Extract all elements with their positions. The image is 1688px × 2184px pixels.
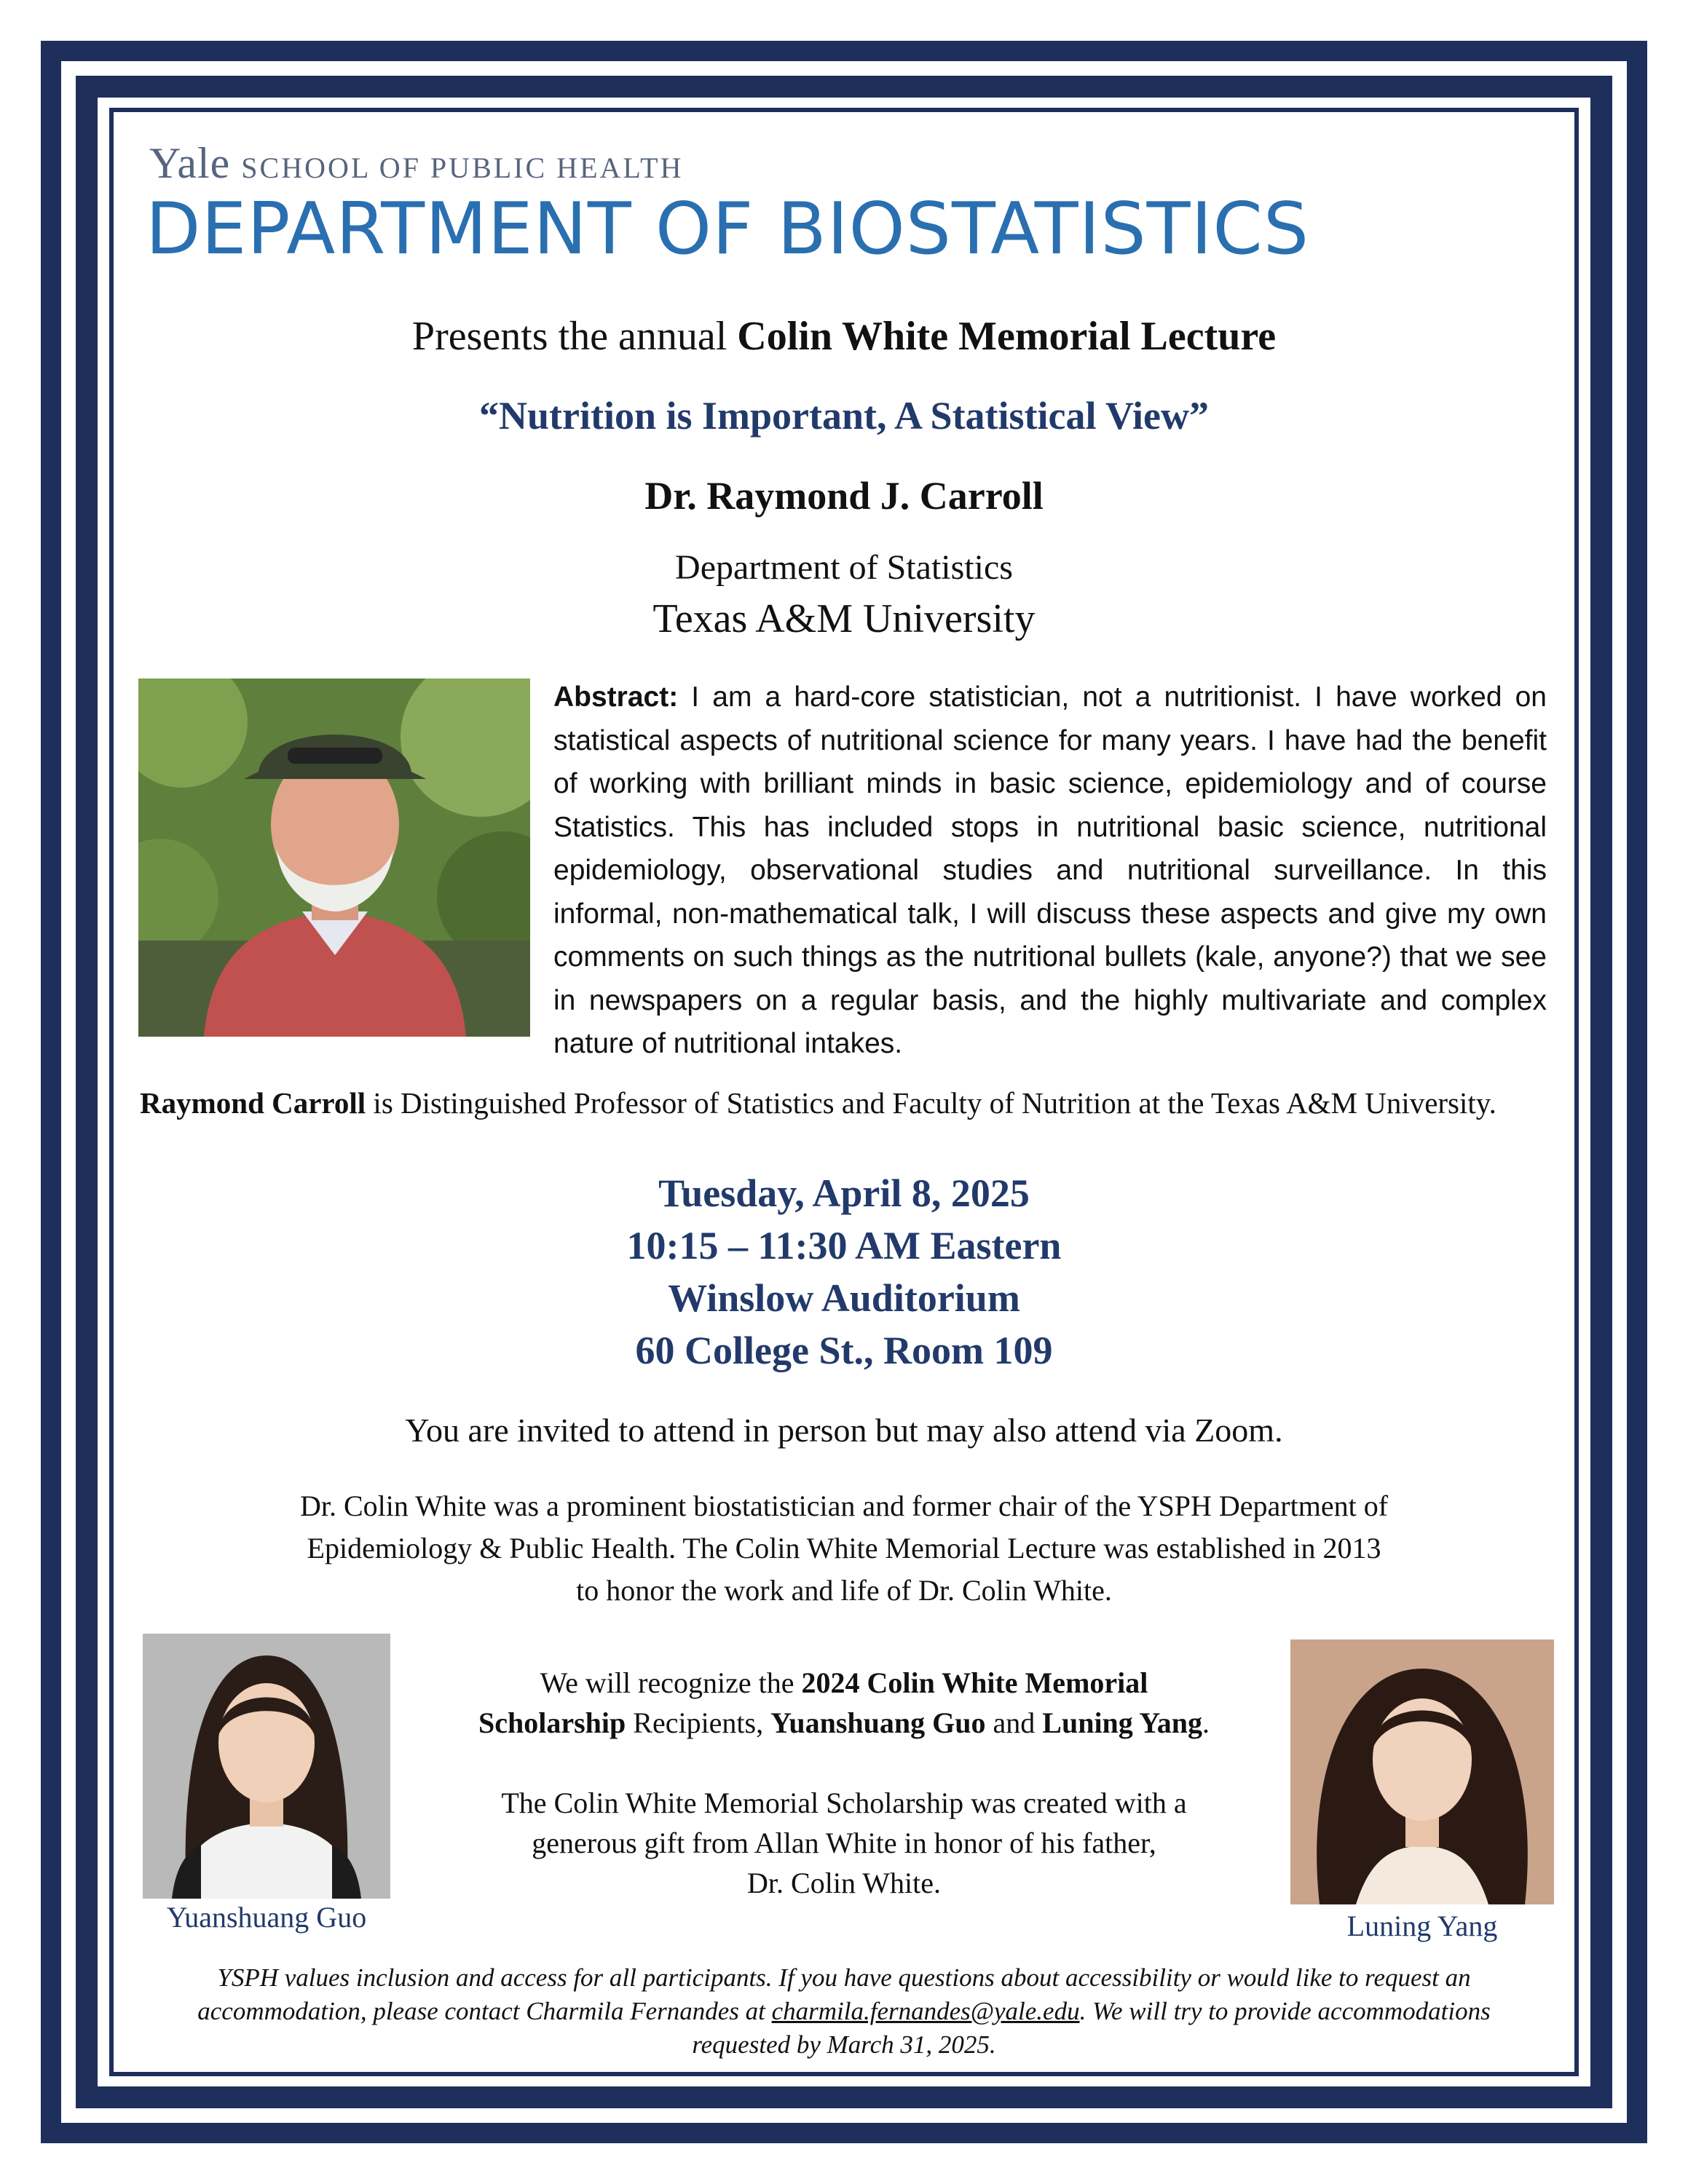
presents-prefix: Presents the annual bbox=[411, 314, 738, 359]
scholarship-word: Scholarship bbox=[478, 1706, 626, 1739]
recipient-name-guo: Yuanshuang Guo bbox=[770, 1706, 986, 1739]
bio-text: is Distinguished Professor of Statistics and Faculty of Nutrition at the Texas A&M University. bbox=[366, 1086, 1496, 1120]
contact-email-link[interactable]: charmila.fernandes@yale.edu bbox=[771, 1997, 1080, 2025]
and-word: and bbox=[985, 1706, 1043, 1739]
speaker-bio bbox=[140, 1085, 1545, 1121]
yale-school-logo bbox=[149, 138, 683, 189]
recipient-photo-yang bbox=[1290, 1639, 1554, 1904]
abstract-label: Abstract: bbox=[553, 681, 679, 713]
recipient-photo-guo bbox=[143, 1634, 390, 1899]
yale-wordmark: Yale bbox=[149, 139, 231, 187]
invitation-line: You are invited to attend in person but may also attend via Zoom. bbox=[405, 1412, 1283, 1449]
event-venue: Winslow Auditorium bbox=[668, 1276, 1020, 1320]
presents-line bbox=[146, 313, 1542, 360]
bio-name: Raymond Carroll bbox=[140, 1086, 366, 1120]
recipient-caption-yang: Luning Yang bbox=[1346, 1910, 1498, 1942]
department-title: DEPARTMENT OF BIOSTATISTICS bbox=[146, 188, 1310, 271]
accessibility-text-b: . We will try to provide accommodations requested by March 31, 2025. bbox=[692, 1997, 1491, 2059]
school-name: SCHOOL OF PUBLIC HEALTH bbox=[241, 151, 684, 184]
accessibility-text-a: YSPH values inclusion and access for all participants. If you have questions about accessibility or would like to request an accommodation, please contact Charmila Fernandes at bbox=[197, 1963, 1471, 2025]
recipient-caption-guo: Yuanshuang Guo bbox=[166, 1901, 367, 1934]
history-line-2: Epidemiology & Public Health. The Colin White Memorial Lecture was established in 2013 bbox=[307, 1532, 1381, 1564]
recognition-line-2 bbox=[422, 1703, 1266, 1743]
speaker-university: Texas A&M University bbox=[652, 596, 1036, 641]
lecture-name: Colin White Memorial Lecture bbox=[737, 314, 1277, 359]
event-date: Tuesday, April 8, 2025 bbox=[658, 1171, 1030, 1215]
history-line-3: to honor the work and life of Dr. Colin White. bbox=[576, 1574, 1112, 1607]
scholarship-recognition bbox=[422, 1663, 1266, 1903]
history-line-1: Dr. Colin White was a prominent biostatistician and former chair of the YSPH Department of bbox=[299, 1489, 1389, 1522]
recipients-word: Recipients, bbox=[626, 1706, 771, 1739]
colin-white-history bbox=[189, 1485, 1499, 1612]
abstract bbox=[553, 676, 1547, 1066]
speaker-name: Dr. Raymond J. Carroll bbox=[644, 474, 1044, 518]
talk-title: “Nutrition is Important, A Statistical View” bbox=[478, 394, 1209, 438]
scholarship-origin-line-3: Dr. Colin White. bbox=[747, 1867, 941, 1899]
accessibility-note bbox=[146, 1961, 1542, 2062]
speaker-department: Department of Statistics bbox=[675, 548, 1013, 587]
event-address: 60 College St., Room 109 bbox=[635, 1329, 1053, 1372]
period: . bbox=[1202, 1706, 1210, 1739]
scholarship-year-name: 2024 Colin White Memorial bbox=[801, 1666, 1148, 1699]
speaker-photo bbox=[138, 678, 530, 1037]
recipient-name-yang: Luning Yang bbox=[1042, 1706, 1203, 1739]
scholarship-origin-line-1: The Colin White Memorial Scholarship was created with a bbox=[501, 1787, 1187, 1819]
recognition-prefix: We will recognize the bbox=[540, 1666, 802, 1699]
recognition-line-1 bbox=[422, 1663, 1266, 1703]
abstract-text: I am a hard-core statistician, not a nutritionist. I have worked on statistical aspects of nutritional science for many years. I have had the benefit of working with brilliant minds in basic science, epidemiology and of course Statistics. This has included stops in nutritional basic science, nutritional epidemiology, observational studies and nutritional surveillance. In this informal, non-mathematical talk, I will discuss these aspects and give my own comments on such things as the nutritional bullets (kale, anyone?) that we see in newspapers on a regular basis, and the highly multivariate and complex nature of nutritional intakes. bbox=[553, 681, 1547, 1059]
scholarship-origin-line-2: generous gift from Allan White in honor of his father, bbox=[532, 1827, 1156, 1859]
event-time: 10:15 – 11:30 AM Eastern bbox=[626, 1224, 1062, 1267]
